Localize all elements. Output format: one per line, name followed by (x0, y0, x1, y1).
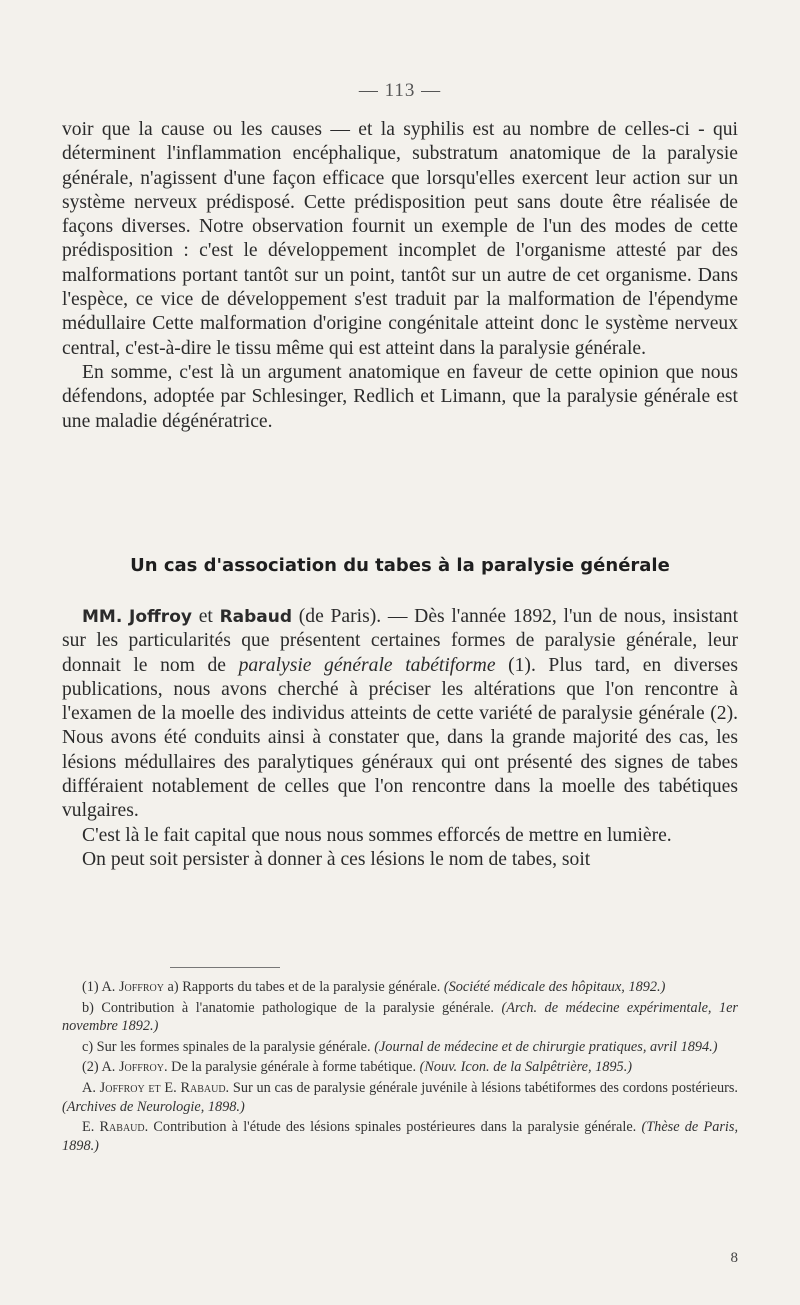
footnote: (1) A. Joffroy a) Rapports du tabes et de la paralysie générale. (Société médicale des hôpitaux, 1892.) (82, 979, 666, 995)
authors-mm: MM. (82, 607, 123, 627)
footnotes (62, 978, 738, 1157)
author-joffroy: Joffroy (129, 607, 192, 627)
section-title: Un cas d'association du tabes à la paralysie générale (130, 555, 670, 576)
footnote: c) Sur les formes spinales de la paralysie générale. (Journal de médecine et de chirurgie pratiques, avril 1894.) (82, 1038, 718, 1055)
footnote: E. Rabaud. Contribution à l'étude des lésions spinales postérieures dans la paralysie générale. (Thèse de Paris, 1898.) (62, 1119, 739, 1154)
author-rabaud: Rabaud (219, 607, 293, 627)
signature-mark: 8 (730, 1250, 738, 1266)
footnote: (2) A. Joffroy. De la paralysie générale à forme tabétique. (Nouv. Icon. de la Salpêtrière, 1895.) (82, 1059, 633, 1076)
paragraph-1: voir que la cause ou les causes — et la syphilis est au nombre de celles-ci - qui déterminent l'inflammation encéphalique, substratum anatomique de la paralysie générale, n'agissent d'une façon efficace que lorsqu'elles exercent leur action sur un système nerveux prédisposé. Cette prédisposition peut sans doute être réalisée de façons diverses. Notre observation fournit un exemple de l'un des modes de cette prédisposition : c'est le développement incomplet de l'organisme attesté par des malformations portant tantôt sur un point, tantôt sur un autre de cet organisme. Dans l'espèce, ce vice de développement s'est traduit par la malformation de l'épendyme médullaire Cette malformation d'origine congénitale atteint donc le système nerveux central, c'est-à-dire le tissu même qui est atteint dans la paralysie générale. (62, 119, 738, 359)
body-text-top (62, 118, 738, 434)
body-text-section (62, 605, 738, 872)
paragraph-3-intro: (de Paris). — Dès l'année 1892, l'un de nous, insistant sur les particularités que présentent certaines formes de paralysie générale, leur donnait le nom de (62, 606, 739, 676)
footnote-rule (170, 967, 280, 968)
page-number: — 113 — (358, 80, 442, 101)
term-tabetiforme: paralysie générale tabétiforme (238, 654, 496, 676)
paragraph-3 (62, 605, 738, 824)
footnote: A. Joffroy et E. Rabaud. Sur un cas de paralysie générale juvénile à lésions tabétiformes des cordons postérieurs. (Archives de Neurologie, 1898.) (62, 1079, 738, 1115)
paragraph-2: En somme, c'est là un argument anatomique en faveur de cette opinion que nous défendons, adoptée par Schlesinger, Redlich et Limann, que la paralysie générale est une maladie dégénératrice. (62, 361, 738, 432)
paragraph-5: On peut soit persister à donner à ces lésions le nom de tabes, soit (82, 848, 591, 870)
author-conjunction: et (198, 606, 213, 627)
footnote: b) Contribution à l'anatomie pathologique de la paralysie générale. (Arch. de médecine expérimentale, 1er novembre 1892.) (62, 999, 739, 1035)
paragraph-4: C'est là le fait capital que nous nous sommes efforcés de mettre en lumière. (82, 824, 672, 846)
paragraph-3-rest: (1). Plus tard, en diverses publications, nous avons cherché à préciser les altérations que l'on rencontre à l'examen de la moelle des individus atteints de cette variété de paralysie générale (2). Nous avons été conduits ainsi à constater que, dans la grande majorité des cas, les lésions médullaires des paralytiques généraux qui ont présenté des signes de tabes différaient notablement de celles que l'on rencontre dans la moelle des tabétiques vulgaires. (62, 654, 738, 822)
